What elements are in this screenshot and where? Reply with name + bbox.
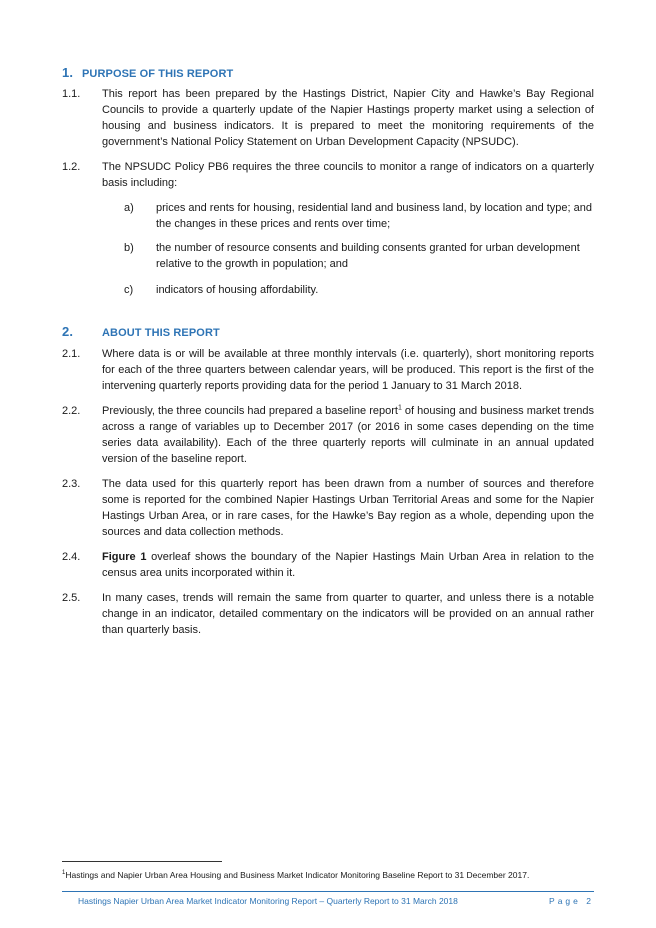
figure-reference: Figure 1 (102, 551, 147, 563)
footer-divider (62, 891, 594, 892)
paragraph-number: 2.3. (62, 478, 81, 490)
page-number-value: 2 (586, 896, 594, 906)
list-item-c (124, 282, 594, 298)
list-label: b) (124, 242, 134, 254)
paragraph-text-start: Previously, the three councils had prepared a baseline report (102, 405, 398, 417)
paragraph-2-1 (62, 346, 594, 394)
paragraph-text (102, 403, 594, 467)
list-text: indicators of housing affordability. (156, 284, 319, 296)
paragraph-number: 1.2. (62, 161, 81, 173)
footnote-divider (62, 861, 222, 862)
paragraph-1-1 (62, 86, 594, 150)
paragraph-number: 2.5. (62, 592, 81, 604)
footnote-reference: 1 (397, 404, 402, 412)
page-number (549, 896, 594, 906)
list-label: a) (124, 202, 134, 214)
paragraph-text-end: of housing and business market trends across a range of variables up to December 2017 (or 2016 in some cases depending on the time series data availability). Each of the three quarterly reports will culminate in an annual updated version of the baseline report. (102, 405, 594, 465)
footer-title: Hastings Napier Urban Area Market Indicator Monitoring Report – Quarterly Report to 31 March 2018 (78, 896, 458, 906)
section-1-heading (62, 65, 233, 80)
paragraph-text: The NPSUDC Policy PB6 requires the three councils to monitor a range of indicators on a quarterly basis including: (102, 161, 594, 189)
list-text: prices and rents for housing, residential land and business land, by location and type; and the changes in these prices and rents over time; (156, 202, 593, 230)
section-2-number: 2. (62, 324, 74, 339)
paragraph-text: The data used for this quarterly report has been drawn from a number of sources and therefore some is reported for the combined Napier Hastings Urban Territorial Areas and some for the Napier Hastings Urban Area, or in rare cases, for the Hawke’s Bay region as a whole, depending upon the sources and data collection methods. (102, 478, 594, 538)
section-2-title: ABOUT THIS REPORT (102, 327, 220, 339)
paragraph-text-rest: overleaf shows the boundary of the Napier Hastings Main Urban Area in relation to the census area units incorporated within it. (102, 551, 594, 579)
paragraph-2-3 (62, 476, 594, 540)
paragraph-text: This report has been prepared by the Hastings District, Napier City and Hawke’s Bay Regional Councils to provide a quarterly update of the Napier Hastings property market using a selection of housing and business indicators. It is prepared to meet the monitoring requirements of the government’s National Policy Statement on Urban Development Capacity (NPSUDC). (102, 88, 594, 148)
list-label: c) (124, 284, 134, 296)
paragraph-number: 2.4. (62, 551, 81, 563)
footnote-text: Hastings and Napier Urban Area Housing and Business Market Indicator Monitoring Baseline Report to 31 December 2017. (65, 870, 530, 880)
footnote (62, 870, 529, 880)
list-item-a (124, 200, 594, 232)
paragraph-number: 2.2. (62, 405, 81, 417)
page-label: Page (549, 896, 581, 906)
paragraph-2-5 (62, 590, 594, 638)
paragraph-text (102, 549, 594, 581)
paragraph-2-2 (62, 403, 594, 467)
paragraph-number: 1.1. (62, 88, 81, 100)
footnote-mark: 1 (62, 870, 66, 877)
paragraph-2-4 (62, 549, 594, 581)
paragraph-text: Where data is or will be available at three monthly intervals (i.e. quarterly), short monitoring reports for each of the three quarters between calendar years, will be produced. This report is the first of the intervening quarterly reports providing data for the period 1 January to 31 March 2018. (102, 348, 594, 392)
list-text: the number of resource consents and building consents granted for urban development relative to the growth in population; and (156, 242, 580, 270)
paragraph-number: 2.1. (62, 348, 81, 360)
paragraph-1-2 (62, 159, 594, 191)
section-1-title: PURPOSE OF THIS REPORT (82, 68, 234, 80)
section-2-heading (62, 324, 220, 339)
paragraph-text: In many cases, trends will remain the same from quarter to quarter, and unless there is a notable change in an indicator, detailed commentary on the indicators will be provided on an annual rather than quarterly basis. (102, 592, 594, 636)
list-item-b (124, 240, 594, 272)
section-1-number: 1. (62, 65, 74, 80)
